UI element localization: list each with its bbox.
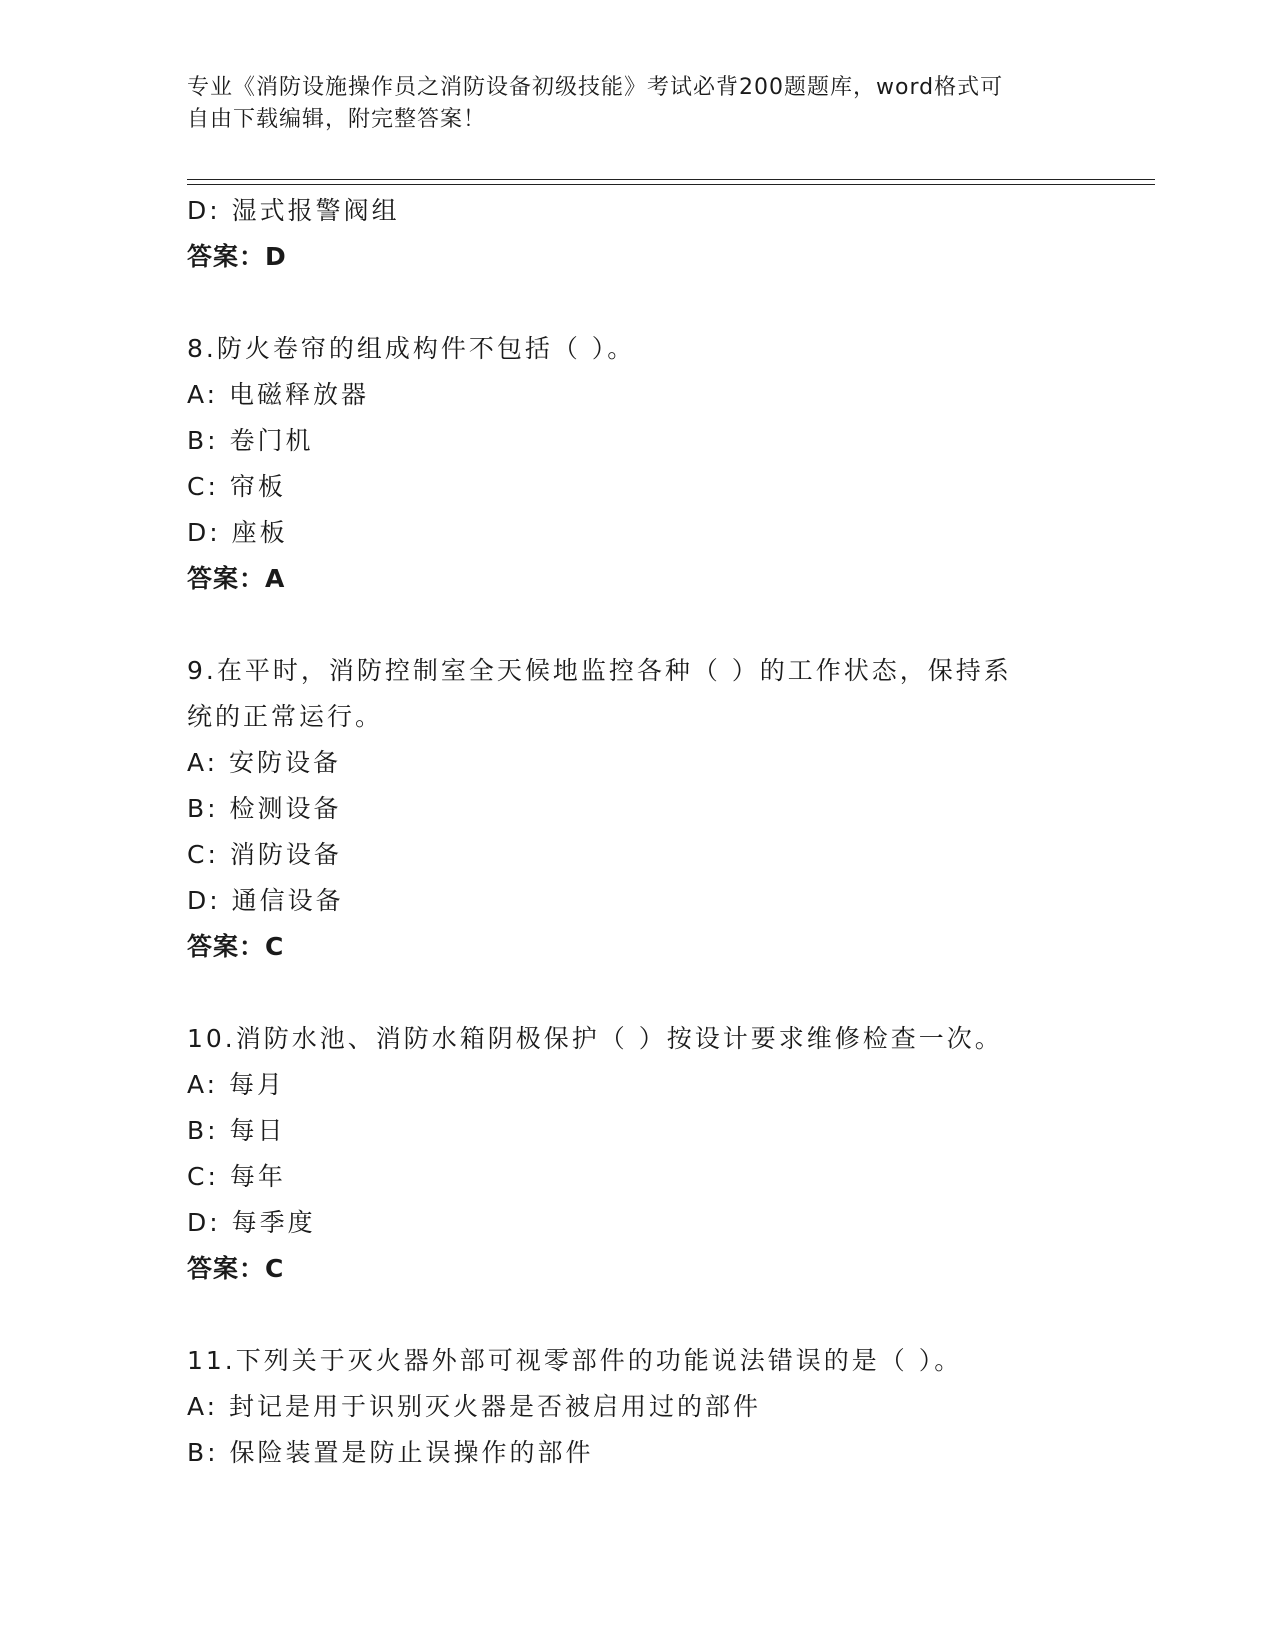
option-d: D: 湿式报警阀组	[187, 196, 400, 225]
question-stem: 11.下列关于灭火器外部可视零部件的功能说法错误的是（ ）。	[187, 1346, 963, 1375]
header-divider-top	[187, 179, 1155, 180]
question-stem: 9.在平时，消防控制室全天候地监控各种（ ）的工作状态，保持系	[187, 656, 1012, 685]
answer-line: 答案：C	[187, 932, 285, 961]
answer-line: 答案：D	[187, 242, 287, 271]
question-stem-continued: 统的正常运行。	[187, 702, 384, 731]
spacer	[187, 970, 1187, 1016]
question-8	[187, 326, 1187, 602]
header-title-line-2: 自由下载编辑，附完整答案！	[187, 107, 487, 132]
question-stem: 8.防火卷帘的组成构件不包括（ ）。	[187, 334, 636, 363]
question-7-tail	[187, 188, 1187, 280]
question-stem: 10.消防水池、消防水箱阴极保护（ ）按设计要求维修检查一次。	[187, 1024, 1003, 1053]
option-a: A: 安防设备	[187, 748, 342, 777]
header-divider-bottom	[187, 184, 1155, 185]
option-a: A: 每月	[187, 1070, 286, 1099]
option-d: D: 每季度	[187, 1208, 316, 1237]
spacer	[187, 1292, 1187, 1338]
option-b: B: 每日	[187, 1116, 286, 1145]
option-d: D: 座板	[187, 518, 288, 547]
option-d: D: 通信设备	[187, 886, 344, 915]
option-b: B: 检测设备	[187, 794, 342, 823]
question-list	[187, 188, 1187, 1476]
spacer	[187, 280, 1187, 326]
option-a: A: 电磁释放器	[187, 380, 370, 409]
question-9	[187, 648, 1187, 970]
option-c: C: 消防设备	[187, 840, 342, 869]
option-c: C: 帘板	[187, 472, 286, 501]
spacer	[187, 602, 1187, 648]
question-10	[187, 1016, 1187, 1292]
option-b: B: 卷门机	[187, 426, 314, 455]
option-c: C: 每年	[187, 1162, 286, 1191]
answer-line: 答案：A	[187, 564, 286, 593]
option-b: B: 保险装置是防止误操作的部件	[187, 1438, 594, 1467]
document-header	[187, 72, 1067, 136]
answer-line: 答案：C	[187, 1254, 285, 1283]
question-11	[187, 1338, 1187, 1476]
option-a: A: 封记是用于识别灭火器是否被启用过的部件	[187, 1392, 762, 1421]
header-title-line-1: 专业《消防设施操作员之消防设备初级技能》考试必背200题题库，word格式可	[187, 75, 1004, 100]
